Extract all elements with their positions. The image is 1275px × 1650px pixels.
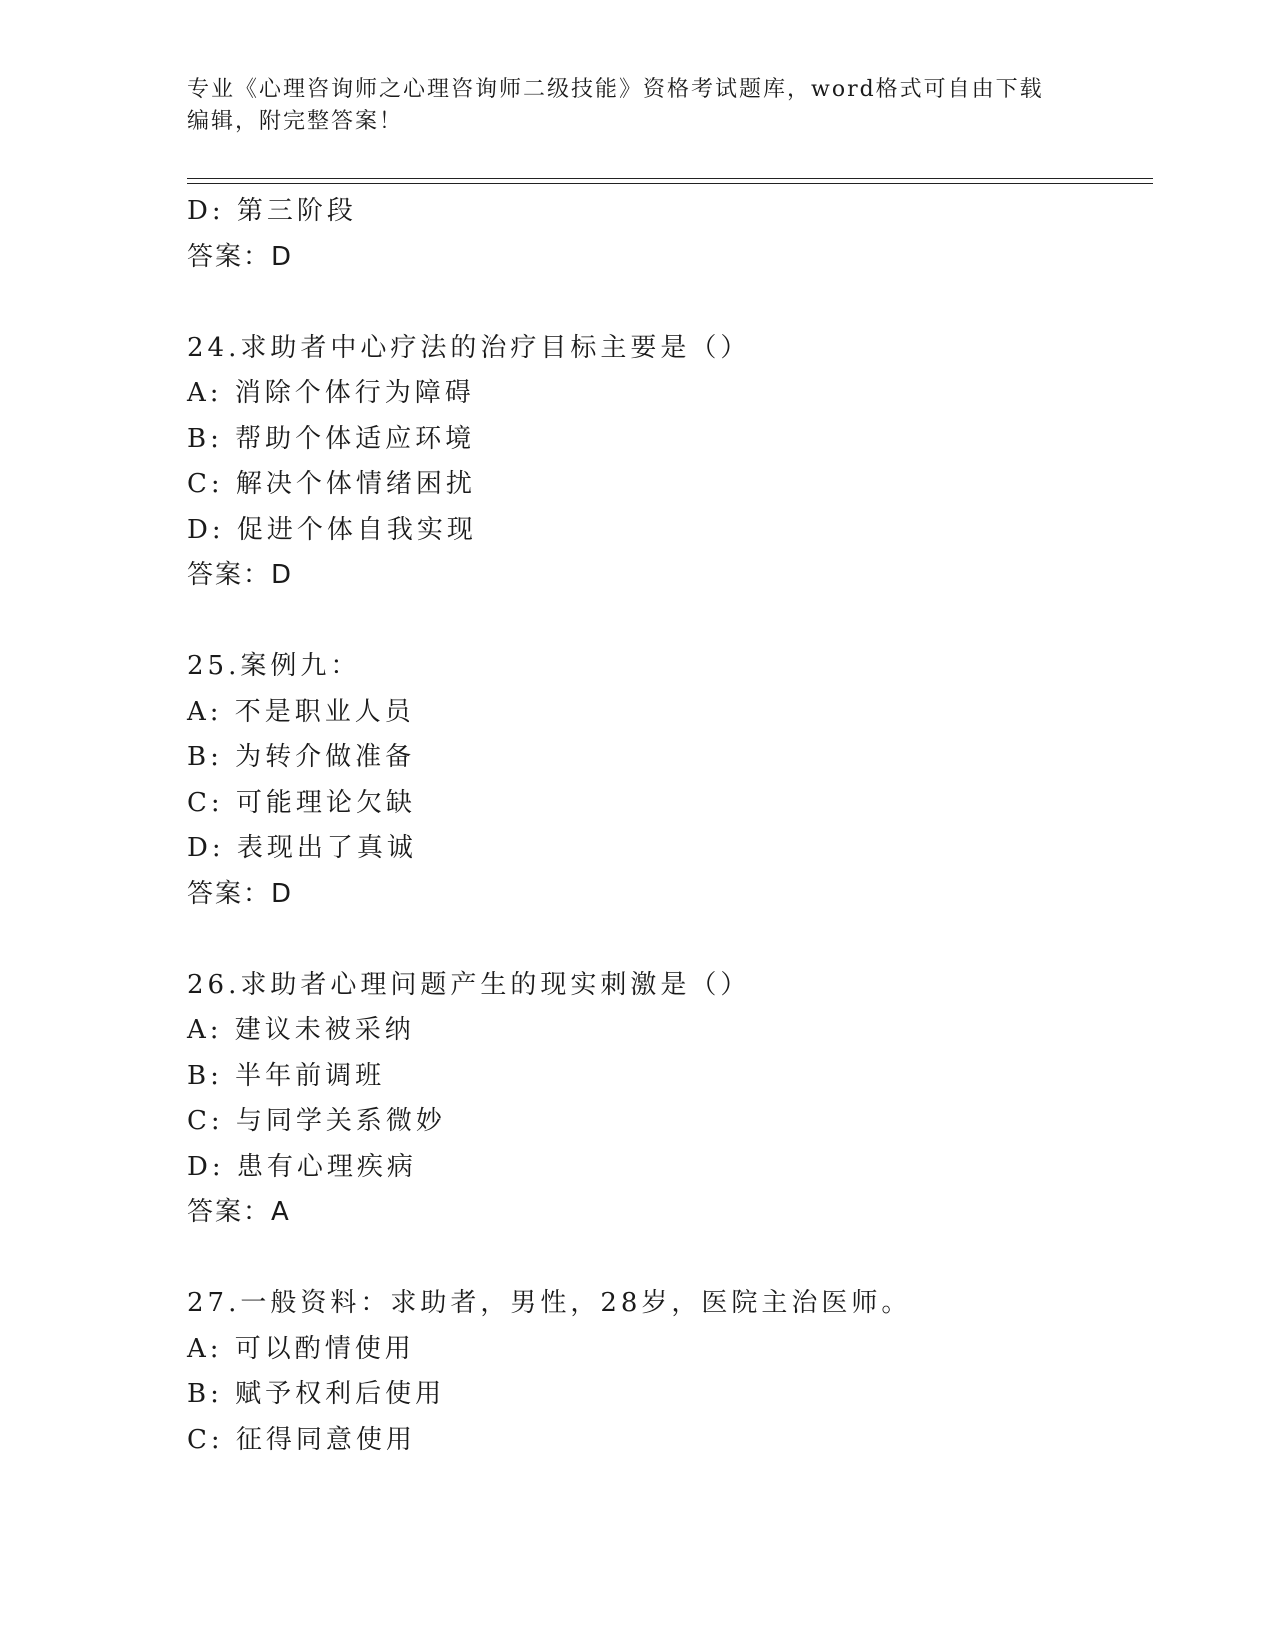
question-list [187, 189, 1147, 1463]
answer-option: C: 征得同意使用 [187, 1424, 416, 1455]
answer-key: 答案：A [187, 1197, 291, 1227]
answer-option: A: 建议未被采纳 [187, 1015, 415, 1045]
answer-key: 答案：D [187, 560, 294, 590]
question-stem: 27.一般资料：求助者，男性，28岁，医院主治医师。 [187, 1288, 912, 1318]
question-stem: 26.求助者心理问题产生的现实刺激是（） [187, 969, 751, 1000]
spacer [187, 599, 1147, 645]
answer-option: C: 解决个体情绪困扰 [187, 469, 476, 499]
answer-option: D: 第三阶段 [187, 196, 357, 226]
header-divider-bottom [187, 183, 1153, 184]
spacer [187, 917, 1147, 963]
answer-key: 答案：D [187, 241, 294, 272]
answer-option: D: 促进个体自我实现 [187, 514, 477, 545]
document-header [187, 74, 1067, 138]
question-stem: 24.求助者中心疗法的治疗目标主要是（） [187, 332, 751, 363]
answer-option: B: 赋予权利后使用 [187, 1379, 446, 1409]
header-divider-top [187, 178, 1153, 179]
spacer [187, 280, 1147, 326]
answer-option: B: 帮助个体适应环境 [187, 423, 476, 454]
answer-option: D: 表现出了真诚 [187, 833, 417, 863]
header-line-2: 编辑，附完整答案！ [187, 109, 404, 134]
answer-option: A: 不是职业人员 [187, 696, 415, 727]
header-line-1: 专业《心理咨询师之心理咨询师二级技能》资格考试题库，word格式可自由下载 [187, 77, 1044, 102]
answer-option: B: 半年前调班 [187, 1060, 386, 1091]
answer-option: A: 可以酌情使用 [187, 1333, 415, 1364]
answer-option: C: 可能理论欠缺 [187, 787, 416, 818]
answer-option: D: 患有心理疾病 [187, 1151, 417, 1182]
answer-option: A: 消除个体行为障碍 [187, 378, 475, 408]
answer-option: B: 为转介做准备 [187, 742, 416, 772]
spacer [187, 1236, 1147, 1282]
answer-option: C: 与同学关系微妙 [187, 1106, 446, 1136]
question-stem: 25.案例九： [187, 651, 361, 681]
answer-key: 答案：D [187, 878, 294, 909]
